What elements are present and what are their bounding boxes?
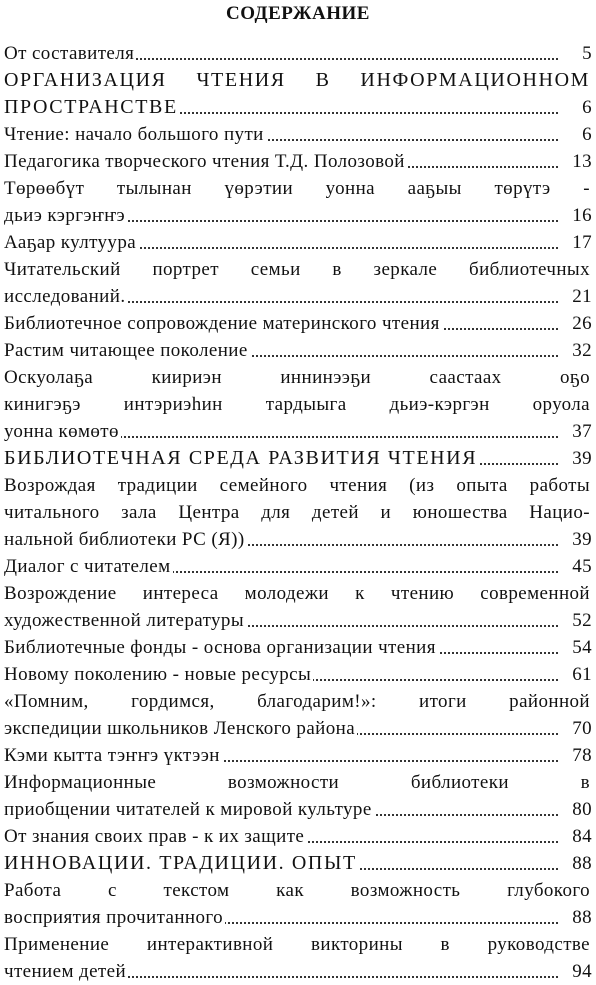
toc-entry-line xyxy=(4,715,592,742)
entry-title: кинигэҕэ интэриэһин тардыыга дьиэ-кэргэн оруола xyxy=(4,394,590,415)
entry-title: дьиэ кэргэҥҥэ xyxy=(4,205,126,226)
entry-title: Работа с текстом как возможность глубокого xyxy=(4,880,590,901)
entry-title: чтением детей xyxy=(4,961,127,982)
entry-title: Диалог с читателем xyxy=(4,556,171,577)
entry-title: уонна көмөтө xyxy=(4,421,119,442)
entry-title: экспедиции школьников Ленского района xyxy=(4,718,356,739)
toc-entry-line xyxy=(4,526,592,553)
table-of-contents xyxy=(4,40,592,985)
page-number: 54 xyxy=(570,634,592,661)
page-number: 6 xyxy=(580,121,592,148)
entry-title: Төрөөбүт тылынан үөрэтии уонна ааҕыы төрүтэ - xyxy=(4,178,590,199)
section-heading: ПРОСТРАНСТВЕ xyxy=(4,96,178,118)
entry-title: От знания своих прав - к их защите xyxy=(4,826,305,847)
page-number: 45 xyxy=(570,553,592,580)
toc-entry-line xyxy=(4,553,592,580)
entry-title: Возрождая традиции семейного чтения (из опыта работы xyxy=(4,475,590,496)
toc-entry-line xyxy=(4,904,592,931)
entry-title: Применение интерактивной викторины в руководстве xyxy=(4,934,590,955)
page-number: 88 xyxy=(570,904,592,931)
page-number: 61 xyxy=(570,661,592,688)
entry-title: Чтение: начало большого пути xyxy=(4,124,264,145)
toc-entry-line-continued xyxy=(4,175,592,202)
toc-entry-line-continued xyxy=(4,391,592,418)
toc-entry-line xyxy=(4,148,592,175)
entry-title: Оскуолаҕа киириэн иннинээҕи саастаах оҕо xyxy=(4,367,590,388)
entry-title: Педагогика творческого чтения Т.Д. Полозовой xyxy=(4,151,405,172)
entry-title: Библиотечные фонды - основа организации чтения xyxy=(4,637,436,658)
toc-entry-line xyxy=(4,121,592,148)
entry-title: исследований. xyxy=(4,286,126,307)
toc-entry-line xyxy=(4,796,592,823)
toc-entry-line xyxy=(4,202,592,229)
section-heading: БИБЛИОТЕЧНАЯ СРЕДА РАЗВИТИЯ ЧТЕНИЯ xyxy=(4,447,478,469)
page-number: 70 xyxy=(570,715,592,742)
page-title: СОДЕРЖАНИЕ xyxy=(226,3,370,24)
toc-entry-line-continued xyxy=(4,256,592,283)
entry-title: Информационные возможности библиотеки в xyxy=(4,772,590,793)
toc-entry-line-continued xyxy=(4,931,592,958)
toc-entry-line-continued xyxy=(4,472,592,499)
toc-entry-line xyxy=(4,418,592,445)
toc-entry-line-continued xyxy=(4,580,592,607)
page-number: 6 xyxy=(580,94,592,121)
toc-entry-line xyxy=(4,445,592,472)
page-number: 52 xyxy=(570,607,592,634)
toc-entry-line xyxy=(4,229,592,256)
entry-title: От составителя xyxy=(4,43,135,64)
toc-entry-line-continued xyxy=(4,769,592,796)
toc-entry-line xyxy=(4,94,592,121)
toc-entry-line xyxy=(4,310,592,337)
toc-entry-line-continued xyxy=(4,688,592,715)
toc-entry-line xyxy=(4,40,592,67)
toc-entry-line xyxy=(4,661,592,688)
entry-title: Кэми кытта тэҥҥэ үктээн xyxy=(4,745,220,766)
entry-title: Новому поколению - новые ресурсы xyxy=(4,664,312,685)
page-number: 37 xyxy=(570,418,592,445)
toc-entry-line xyxy=(4,337,592,364)
section-heading: ОРГАНИЗАЦИЯ ЧТЕНИЯ В ИНФОРМАЦИОННОМ xyxy=(4,69,590,91)
toc-entry-line-continued xyxy=(4,499,592,526)
toc-entry-line-continued xyxy=(4,877,592,904)
page-number: 26 xyxy=(570,310,592,337)
entry-title: восприятия прочитанного xyxy=(4,907,224,928)
entry-title: художественной литературы xyxy=(4,610,244,631)
page-number: 80 xyxy=(570,796,592,823)
entry-title: Читательский портрет семьи в зеркале библиотечных xyxy=(4,259,590,280)
toc-entry-line xyxy=(4,823,592,850)
page-number: 88 xyxy=(570,850,592,877)
entry-title: Возрождение интереса молодежи к чтению современной xyxy=(4,583,590,604)
toc-entry-line xyxy=(4,958,592,985)
toc-entry-line xyxy=(4,634,592,661)
page-number: 94 xyxy=(570,958,592,985)
section-heading: ИННОВАЦИИ. ТРАДИЦИИ. ОПЫТ xyxy=(4,852,357,874)
page-number: 78 xyxy=(570,742,592,769)
toc-entry-line xyxy=(4,850,592,877)
toc-entry-line-continued xyxy=(4,364,592,391)
toc-entry-line-continued xyxy=(4,67,592,94)
entry-title: нальной библиотеки РС (Я)) xyxy=(4,529,245,550)
toc-entry-line xyxy=(4,742,592,769)
entry-title: Растим читающее поколение xyxy=(4,340,248,361)
entry-title: Ааҕар култуура xyxy=(4,232,137,253)
page-number: 84 xyxy=(570,823,592,850)
entry-title: приобщении читателей к мировой культуре xyxy=(4,799,372,820)
entry-title: «Помним, гордимся, благодарим!»: итоги районной xyxy=(4,691,590,712)
toc-entry-line xyxy=(4,607,592,634)
page-number: 5 xyxy=(580,40,592,67)
toc-entry-line xyxy=(4,283,592,310)
page-number: 17 xyxy=(570,229,592,256)
page-number: 39 xyxy=(570,526,592,553)
page-number: 21 xyxy=(570,283,592,310)
page-number: 13 xyxy=(570,148,592,175)
page-number: 39 xyxy=(570,445,592,472)
page-number: 32 xyxy=(570,337,592,364)
page-number: 16 xyxy=(570,202,592,229)
entry-title: Библиотечное сопровождение материнского чтения xyxy=(4,313,440,334)
entry-title: читального зала Центра для детей и юношества Нацио- xyxy=(4,502,590,523)
